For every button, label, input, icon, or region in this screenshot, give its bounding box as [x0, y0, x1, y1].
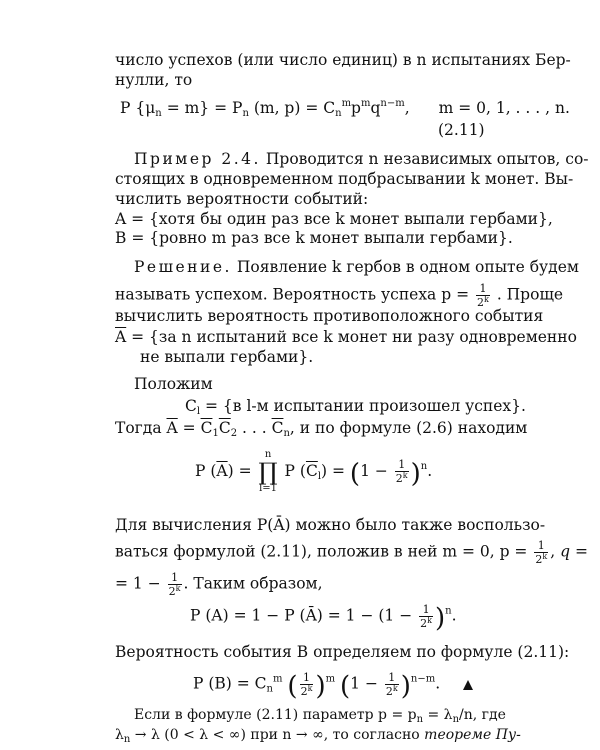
solution-line: Решение. Появление k гербов в одном опыте будем	[134, 258, 579, 276]
equation-2-11: P $\{\mu_n = m\} = P_n$ (m, $p) = C_n^mp^mq^{n-m}$, m = 0, 1, . . . , n.	[120, 98, 570, 119]
event-b: B = {ровно m раз все k монет выпали гербами}.	[115, 229, 513, 247]
equation-product: P $(\overline{A}) = n$ ∏ l=1 P $(\overline{C}_l) = (1$ − $\frac{1}{2^k}$ )$^n$.	[195, 449, 433, 494]
text-line: вычислить вероятность противоположного события	[115, 307, 544, 325]
text-line: Для вычисления P(Ā) можно было также воспользо-	[115, 516, 546, 534]
text-line: $\lambda_n \to \lambda$ (0 < λ < ∞) при n → ∞, то согласно теореме Пу-	[115, 727, 521, 745]
text-line: Тогда $\overline{A} = \overline{C}_1\overline{C}_2$ . . . $\overline{C}_n$, и по формуле (2.6) находим	[115, 419, 528, 439]
event-a: A = {хотя бы один раз все k монет выпали гербами},	[115, 210, 553, 228]
text-line: числить вероятности событий:	[115, 190, 369, 208]
equation-pa: P (A) = 1 − P (Ā) = 1 − (1 − $\frac{1}{2^k}$ )$^n$.	[190, 603, 457, 634]
definition-ci: $C_l = \{в$ l-м испытании произошел успех}.	[185, 397, 526, 417]
end-of-proof-icon	[463, 680, 473, 690]
text-line: Вероятность события B определяем по формуле (2.11):	[115, 643, 570, 661]
text-line: стоящих в одновременном подбрасывании k монет. Вы-	[115, 170, 574, 188]
theorem-reference: теореме Пу-	[424, 727, 521, 743]
text-line: называть успехом. Вероятность успеха p = $\frac{1}{2^k}$ . Проще	[115, 282, 564, 309]
text-line: нулли, то	[115, 71, 193, 89]
example-line: Пример 2.4. Проводится n независимых опытов, со-	[134, 150, 589, 168]
text-line: Положим	[134, 375, 213, 393]
equation-number: (2.11)	[438, 121, 485, 139]
text-line: $\overline{A} = \{за$ n испытаний все k монет ни разу одновременно	[115, 328, 577, 346]
equation-pb: P $(B) = C_n^m$ ( $\frac{1}{2^k}$ )$^m$ (1 − $\frac{1}{2^k}$ )$^{n-m}$.	[193, 671, 441, 702]
text-line: не выпали гербами}.	[140, 348, 314, 366]
text-line: число успехов (или число единиц) в n испытаниях Бер-	[115, 51, 571, 69]
text-line: ваться формулой (2.11), положив в ней m = 0, p = $\frac{1}{2^k}$ , q =	[115, 539, 588, 566]
text-line: = 1 − $\frac{1}{2^k}$ . Таким образом,	[115, 571, 323, 598]
text-line: Если в формуле (2.11) параметр $p = p_n = \lambda_n/n$, где	[134, 707, 506, 725]
